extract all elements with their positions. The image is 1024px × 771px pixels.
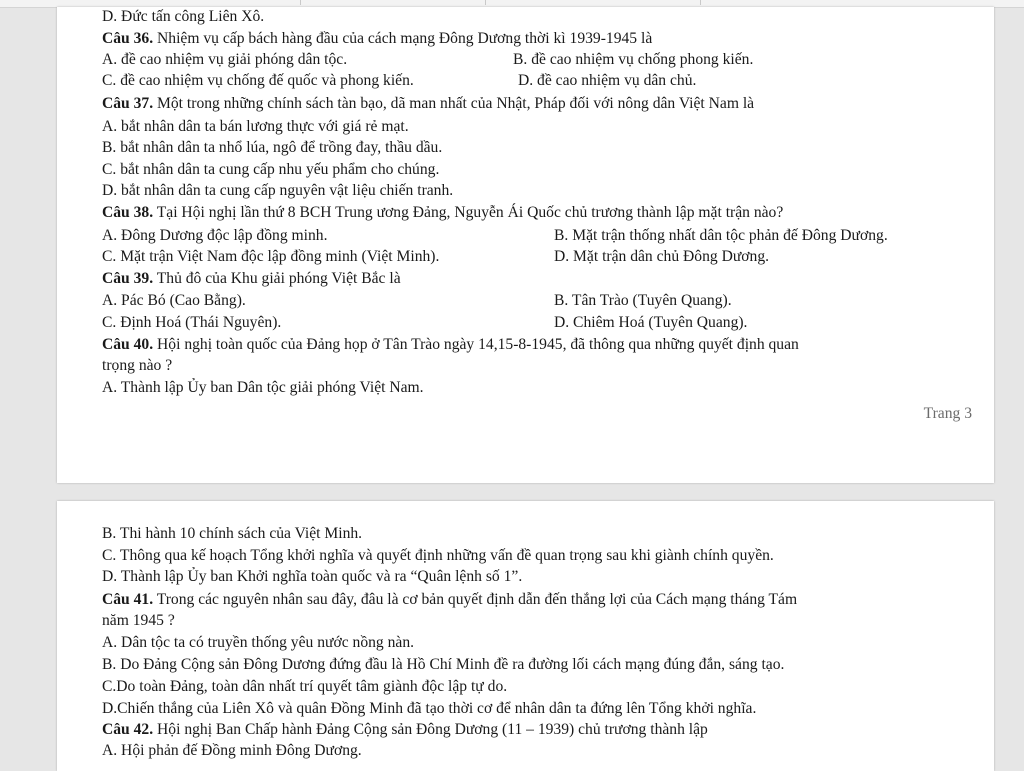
question-41: Câu 41. Trong các nguyên nhân sau đây, đâu là cơ bản quyết định dẫn đến thắng lợi của Cách mạng tháng Tám [102, 591, 798, 608]
answer-36-a: A. đề cao nhiệm vụ giải phóng dân tộc. [102, 51, 348, 68]
answer-39-a: A. Pác Bó (Cao Bằng). [102, 292, 246, 309]
answer-38-d: D. Mặt trận dân chủ Đông Dương. [554, 248, 770, 265]
page-number: Trang 3 [923, 405, 972, 422]
question-39: Câu 39. Thủ đô của Khu giải phóng Việt Bắc là [102, 270, 401, 287]
answer-37-d: D. bắt nhân dân ta cung cấp nguyên vật liệu chiến tranh. [102, 182, 454, 199]
answer-37-c: C. bắt nhân dân ta cung cấp nhu yếu phẩm cho chúng. [102, 161, 440, 178]
question-42: Câu 42. Hội nghị Ban Chấp hành Đảng Cộng sản Đông Dương (11 – 1939) chủ trương thành lập [102, 721, 708, 738]
question-40-cont: trọng nào ? [102, 357, 173, 374]
answer-40-d: D. Thành lập Ủy ban Khởi nghĩa toàn quốc và ra “Quân lệnh số 1”. [102, 568, 523, 585]
document-page-3 [57, 7, 994, 483]
question-40: Câu 40. Hội nghị toàn quốc của Đảng họp ở Tân Trào ngày 14,15-8-1945, đã thông qua những quyết định quan [102, 336, 799, 353]
answer-40-c: C. Thông qua kế hoạch Tổng khởi nghĩa và quyết định những vấn đề quan trọng sau khi giành chính quyền. [102, 547, 774, 564]
answer-40-a: A. Thành lập Ủy ban Dân tộc giải phóng Việt Nam. [102, 379, 424, 396]
answer-39-d: D. Chiêm Hoá (Tuyên Quang). [554, 314, 748, 331]
question-37: Câu 37. Một trong những chính sách tàn bạo, dã man nhất của Nhật, Pháp đối với nông dân Việt Nam là [102, 95, 755, 112]
answer-37-b: B. bắt nhân dân ta nhổ lúa, ngô để trồng đay, thầu dầu. [102, 139, 443, 156]
answer-line: D. Đức tấn công Liên Xô. [102, 8, 265, 25]
answer-40-b: B. Thi hành 10 chính sách của Việt Minh. [102, 525, 363, 542]
question-36: Câu 36. Nhiệm vụ cấp bách hàng đầu của cách mạng Đông Dương thời kì 1939-1945 là [102, 30, 653, 47]
answer-37-a: A. bắt nhân dân ta bán lương thực với giá rẻ mạt. [102, 118, 409, 135]
question-41-cont: năm 1945 ? [102, 612, 175, 629]
answer-39-b: B. Tân Trào (Tuyên Quang). [554, 292, 732, 309]
answer-36-c: C. đề cao nhiệm vụ chống đế quốc và phong kiến. [102, 72, 414, 89]
answer-38-a: A. Đông Dương độc lập đồng minh. [102, 227, 328, 244]
answer-38-b: B. Mặt trận thống nhất dân tộc phản đế Đông Dương. [554, 227, 888, 244]
answer-41-a: A. Dân tộc ta có truyền thống yêu nước nồng nàn. [102, 634, 415, 651]
answer-42-a: A. Hội phản đế Đồng minh Đông Dương. [102, 742, 362, 759]
answer-38-c: C. Mặt trận Việt Nam độc lập đồng minh (Việt Minh). [102, 248, 440, 265]
document-page-4 [57, 501, 994, 771]
answer-41-c: C.Do toàn Đảng, toàn dân nhất trí quyết tâm giành độc lập tự do. [102, 678, 508, 695]
answer-41-b: B. Do Đảng Cộng sản Đông Dương đứng đầu là Hồ Chí Minh đề ra đường lối cách mạng đúng đắn, sáng tạo. [102, 656, 785, 673]
answer-36-b: B. đề cao nhiệm vụ chống phong kiến. [513, 51, 754, 68]
answer-41-d: D.Chiến thắng của Liên Xô và quân Đồng Minh đã tạo thời cơ để nhân dân ta đứng lên Tổng khởi nghĩa. [102, 700, 757, 717]
question-38: Câu 38. Tại Hội nghị lần thứ 8 BCH Trung ương Đảng, Nguyễn Ái Quốc chủ trương thành lập mặt trận nào? [102, 204, 784, 221]
answer-36-d: D. đề cao nhiệm vụ dân chủ. [518, 72, 697, 89]
answer-39-c: C. Định Hoá (Thái Nguyên). [102, 314, 282, 331]
